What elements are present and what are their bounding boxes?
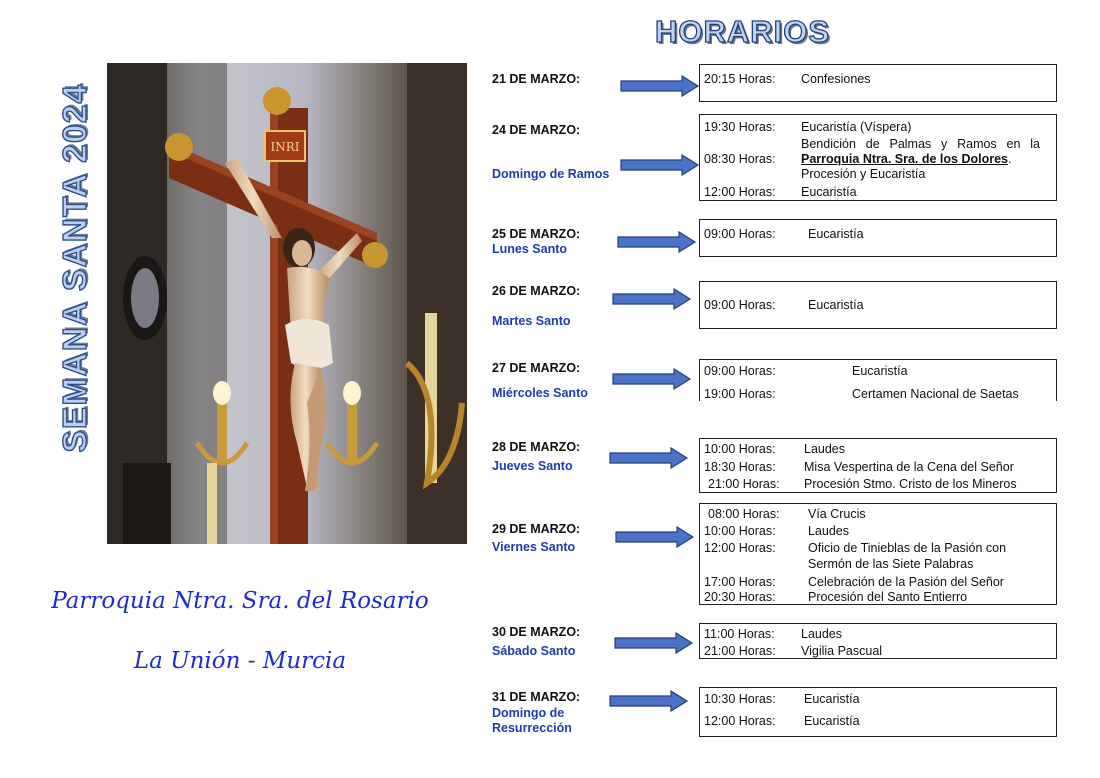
time: 19:00 Horas: — [704, 387, 776, 401]
day-24-schedule — [699, 114, 1057, 201]
day-27-schedule — [699, 359, 1057, 401]
arrow-right-icon — [612, 368, 692, 390]
day-30-date: 30 DE MARZO: — [492, 625, 581, 639]
event: Laudes — [804, 442, 846, 456]
event: Eucaristía (Víspera) — [801, 120, 912, 134]
time: 09:00 Horas: — [704, 227, 776, 241]
day-25-name: Lunes Santo — [492, 242, 568, 256]
time: 12:00 Horas: — [704, 714, 776, 728]
svg-text:INRI: INRI — [270, 140, 300, 154]
horarios-title: HORARIOS — [655, 14, 831, 49]
day-21-date: 21 DE MARZO: — [492, 72, 581, 86]
day-27-date: 27 DE MARZO: — [492, 361, 581, 375]
arrow-right-icon — [609, 690, 689, 712]
day-29-name: Viernes Santo — [492, 540, 576, 554]
day-26-name: Martes Santo — [492, 314, 571, 328]
event: Eucaristía — [801, 185, 857, 199]
time: 10:30 Horas: — [704, 692, 776, 706]
time: 20:30 Horas: — [704, 590, 776, 604]
day-30-name: Sábado Santo — [492, 644, 576, 658]
time: 21:00 Horas: — [708, 477, 780, 491]
place-link: Parroquia Ntra. Sra. de los Dolores — [801, 152, 1009, 166]
time: 10:00 Horas: — [704, 524, 776, 538]
arrow-right-icon — [617, 231, 697, 253]
event: Eucaristía — [804, 692, 860, 706]
day-27-name: Miércoles Santo — [492, 386, 588, 400]
day-31-name-line1: Domingo de — [492, 706, 565, 720]
day-29-date: 29 DE MARZO: — [492, 522, 581, 536]
city-name: La Unión - Murcia — [133, 648, 347, 674]
day-24-date: 24 DE MARZO: — [492, 123, 581, 137]
day-25-schedule — [699, 219, 1057, 257]
day-25-date: 25 DE MARZO: — [492, 227, 581, 241]
event: Misa Vespertina de la Cena del Señor — [804, 460, 1014, 474]
event: Celebración de la Pasión del Señor — [808, 575, 1004, 589]
event: Vigilia Pascual — [801, 644, 883, 658]
event: Eucaristía — [808, 227, 864, 241]
event: Eucaristía — [804, 714, 860, 728]
event: Eucaristía — [852, 364, 908, 378]
event: Laudes — [808, 524, 850, 538]
event: Sermón de las Siete Palabras — [808, 557, 974, 571]
time: 12:00 Horas: — [704, 541, 776, 555]
period: . — [1008, 152, 1012, 166]
day-28-name: Jueves Santo — [492, 459, 573, 473]
time: 10:00 Horas: — [704, 442, 776, 456]
day-31-schedule — [699, 687, 1057, 737]
time: 20:15 Horas: — [704, 72, 776, 86]
arrow-right-icon — [615, 526, 695, 548]
arrow-right-icon — [612, 288, 692, 310]
parish-name: Parroquia Ntra. Sra. del Rosario — [51, 588, 429, 614]
event: Procesión y Eucaristía — [801, 167, 926, 181]
time: 11:00 Horas: — [704, 627, 775, 641]
time: 21:00 Horas: — [704, 644, 776, 658]
arrow-right-icon — [614, 632, 694, 654]
day-24-name: Domingo de Ramos — [492, 167, 610, 181]
day-30-schedule — [699, 623, 1057, 659]
day-31-date: 31 DE MARZO: — [492, 690, 581, 704]
event: Procesión Stmo. Cristo de los Mineros — [804, 477, 1017, 491]
event: Bendición de Palmas y Ramos en la — [801, 137, 1040, 151]
event: Certamen Nacional de Saetas — [852, 387, 1019, 401]
time: 17:00 Horas: — [704, 575, 776, 589]
time: 19:30 Horas: — [704, 120, 776, 134]
time: 09:00 Horas: — [704, 364, 776, 378]
arrow-right-icon — [609, 447, 689, 469]
event: Procesión del Santo Entierro — [808, 590, 968, 604]
event: Vía Crucis — [808, 507, 866, 521]
time: 08:30 Horas: — [704, 152, 776, 166]
arrow-right-icon — [620, 75, 700, 97]
day-26-schedule — [699, 281, 1057, 329]
time: 18:30 Horas: — [704, 460, 776, 474]
day-31-name-line2: Resurrección — [492, 721, 572, 735]
day-28-schedule — [699, 438, 1057, 493]
crucifix-photo — [107, 63, 467, 544]
event: Laudes — [801, 627, 843, 641]
event: Eucaristía — [808, 298, 864, 312]
event: Confesiones — [801, 72, 871, 86]
time: 09:00 Horas: — [704, 298, 776, 312]
day-26-date: 26 DE MARZO: — [492, 284, 581, 298]
day-21-schedule — [699, 64, 1057, 102]
event-place — [801, 152, 1012, 166]
day-28-date: 28 DE MARZO: — [492, 440, 581, 454]
vertical-title: SEMANA SANTA 2024 — [56, 83, 93, 453]
event: Oficio de Tinieblas de la Pasión con — [808, 541, 1007, 555]
time: 08:00 Horas: — [708, 507, 780, 521]
day-29-schedule — [699, 503, 1057, 605]
arrow-right-icon — [620, 154, 700, 176]
time: 12:00 Horas: — [704, 185, 776, 199]
